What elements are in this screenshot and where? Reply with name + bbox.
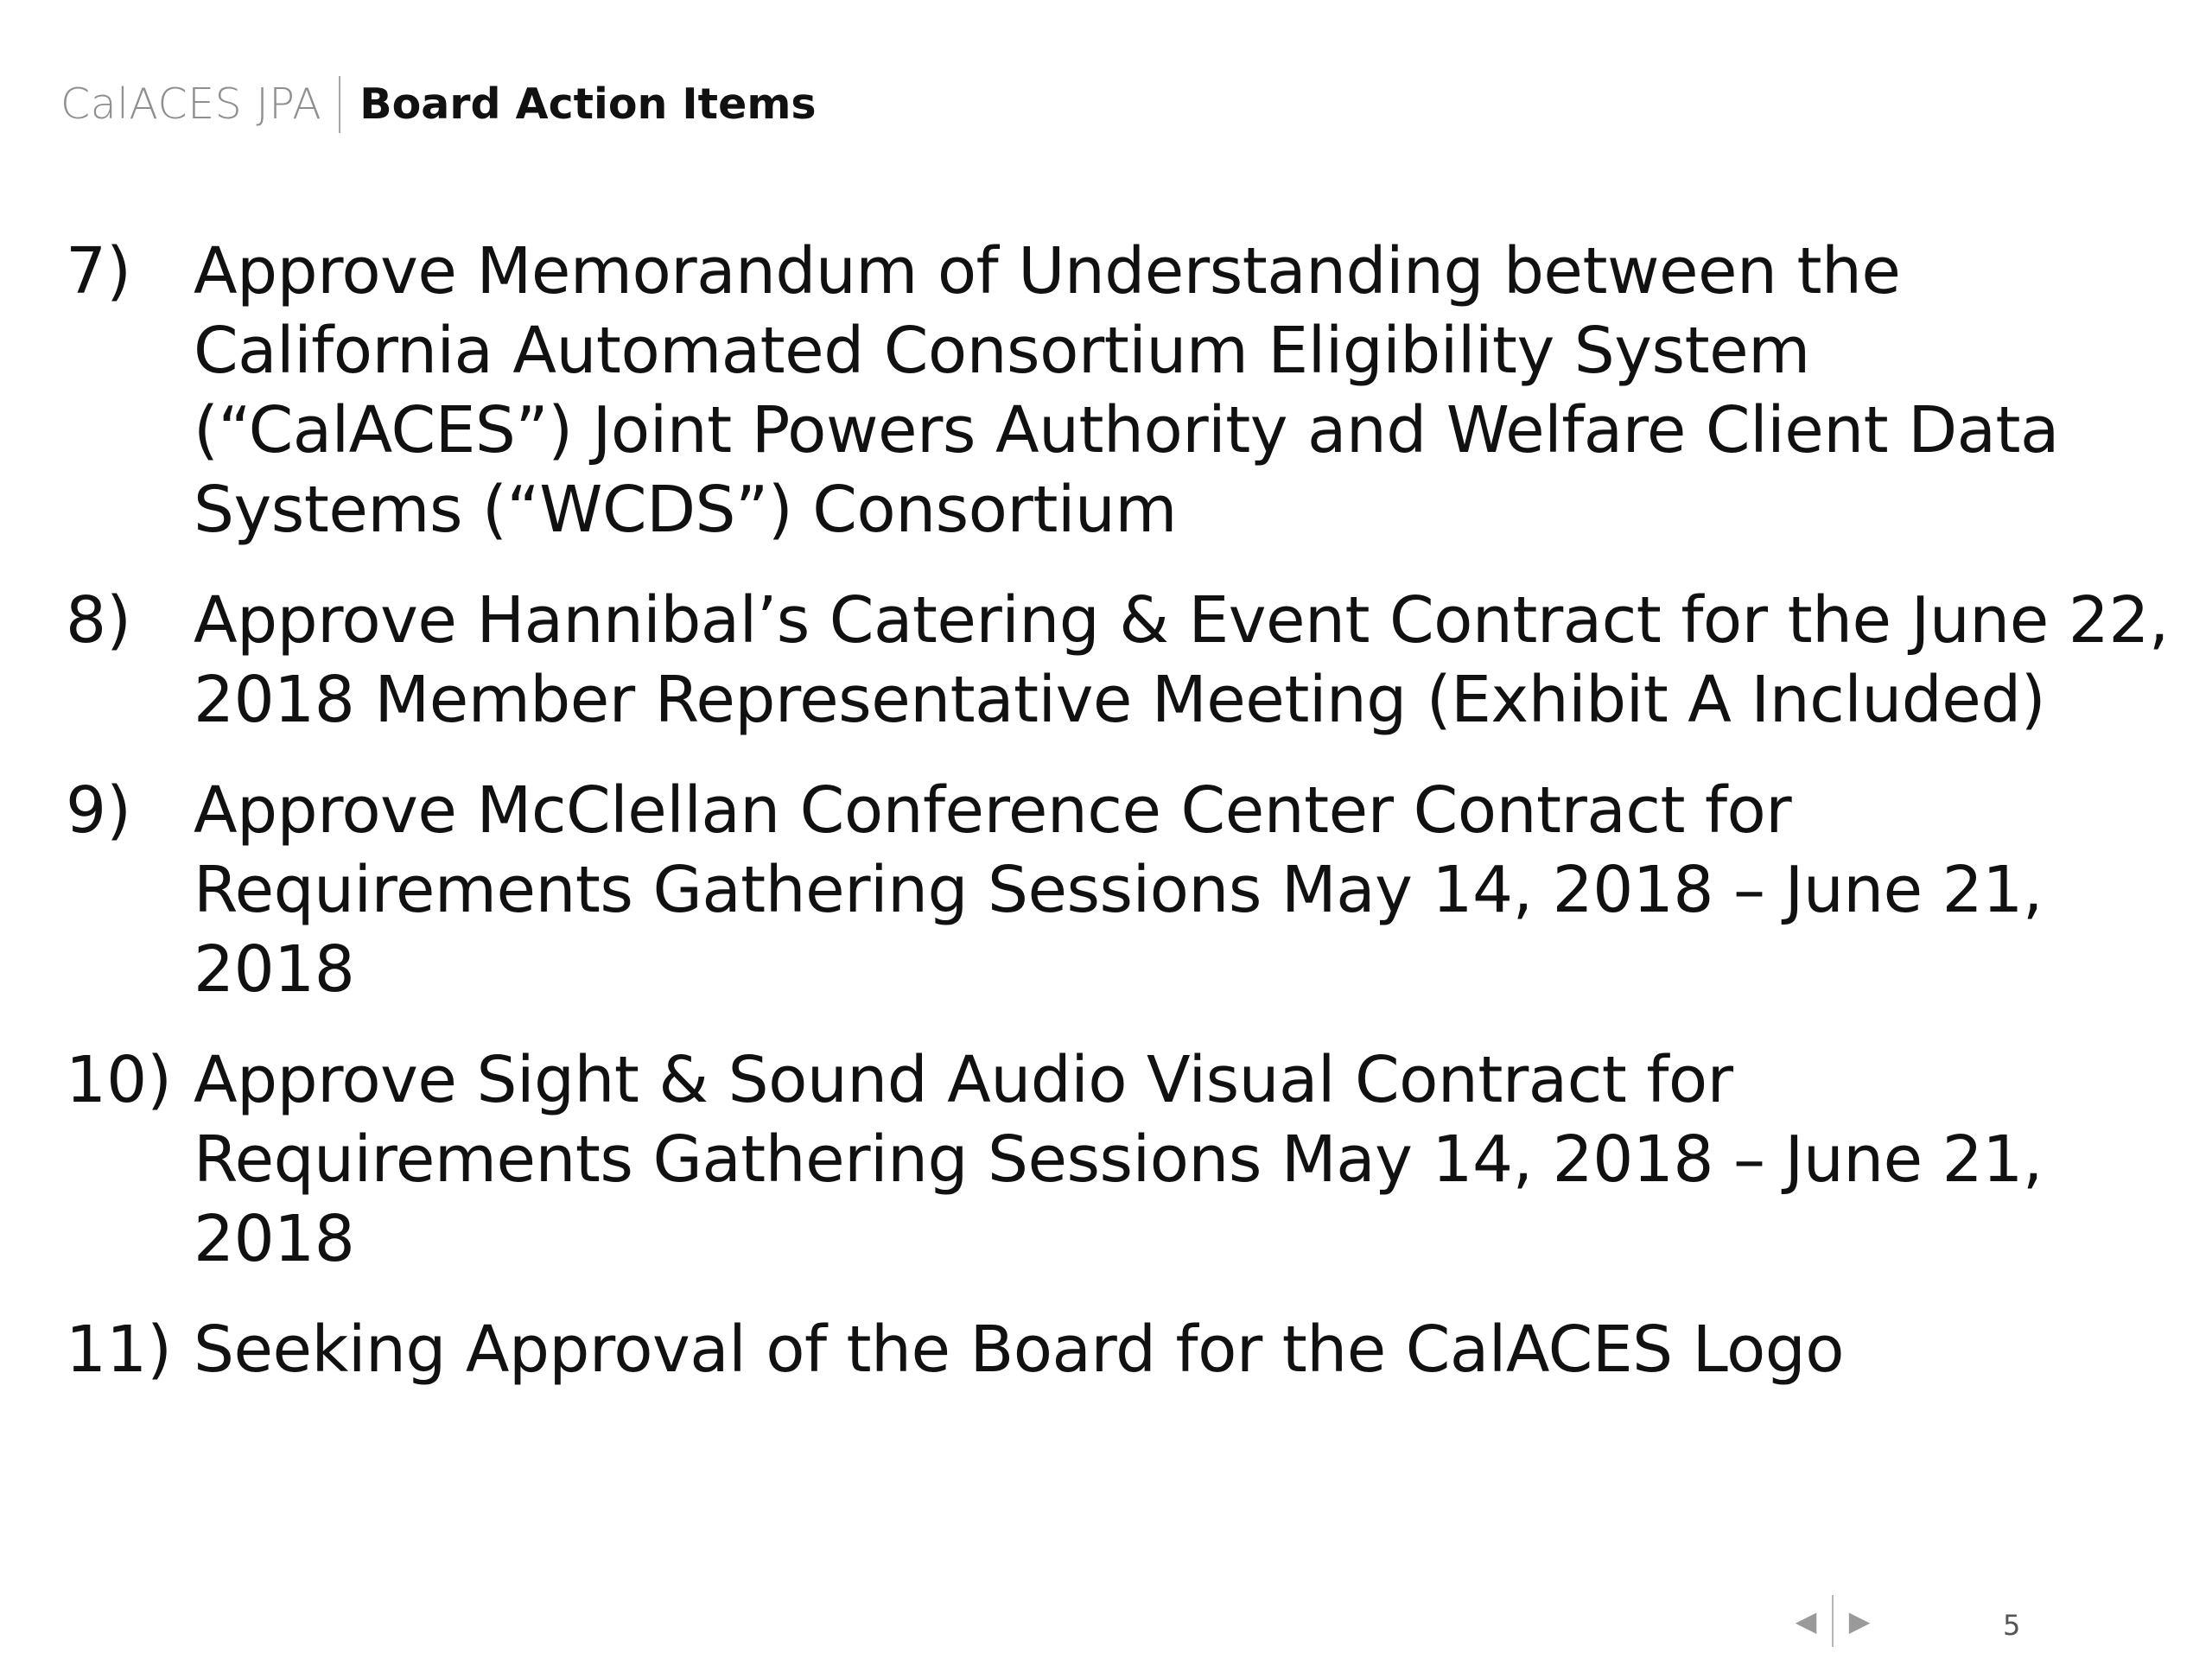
list-item bbox=[66, 232, 2174, 550]
action-items-list bbox=[66, 232, 2174, 1421]
item-number: 7) bbox=[66, 234, 131, 308]
section-title: Board Action Items bbox=[359, 79, 817, 129]
item-number: 8) bbox=[66, 583, 131, 658]
nav-divider bbox=[1832, 1595, 1834, 1647]
org-name: CalACES JPA bbox=[60, 79, 322, 129]
item-number: 10) bbox=[66, 1043, 173, 1117]
list-item bbox=[66, 1310, 2174, 1389]
item-number: 11) bbox=[66, 1313, 173, 1387]
item-text: Approve Hannibal’s Catering & Event Contract for the June 22, 2018 Member Representative Meeting (Exhibit A Included) bbox=[194, 583, 2169, 737]
next-slide-icon[interactable]: ▶ bbox=[1848, 1605, 1871, 1637]
page-number: 5 bbox=[2003, 1609, 2021, 1642]
list-item bbox=[66, 1040, 2174, 1279]
item-text: Seeking Approval of the Board for the CalACES Logo bbox=[194, 1313, 1845, 1387]
list-item bbox=[66, 771, 2174, 1009]
previous-slide-icon[interactable]: ◀ bbox=[1795, 1605, 1817, 1637]
slide-navigation bbox=[1789, 1595, 1877, 1647]
list-item bbox=[66, 581, 2174, 740]
item-text: Approve Memorandum of Understanding between the California Automated Consortium Eligibility System (“CalACES”) Joint Powers Authority and Welfare Client Data Systems (“WCDS”) Consortium bbox=[194, 234, 2059, 547]
item-text: Approve Sight & Sound Audio Visual Contract for Requirements Gathering Sessions May 14, 2018 – June 21, 2018 bbox=[194, 1043, 2043, 1276]
header-divider bbox=[339, 76, 340, 133]
slide-header bbox=[60, 76, 817, 133]
item-text: Approve McClellan Conference Center Contract for Requirements Gathering Sessions May 14, 2018 – June 21, 2018 bbox=[194, 773, 2043, 1007]
item-number: 9) bbox=[66, 773, 131, 848]
